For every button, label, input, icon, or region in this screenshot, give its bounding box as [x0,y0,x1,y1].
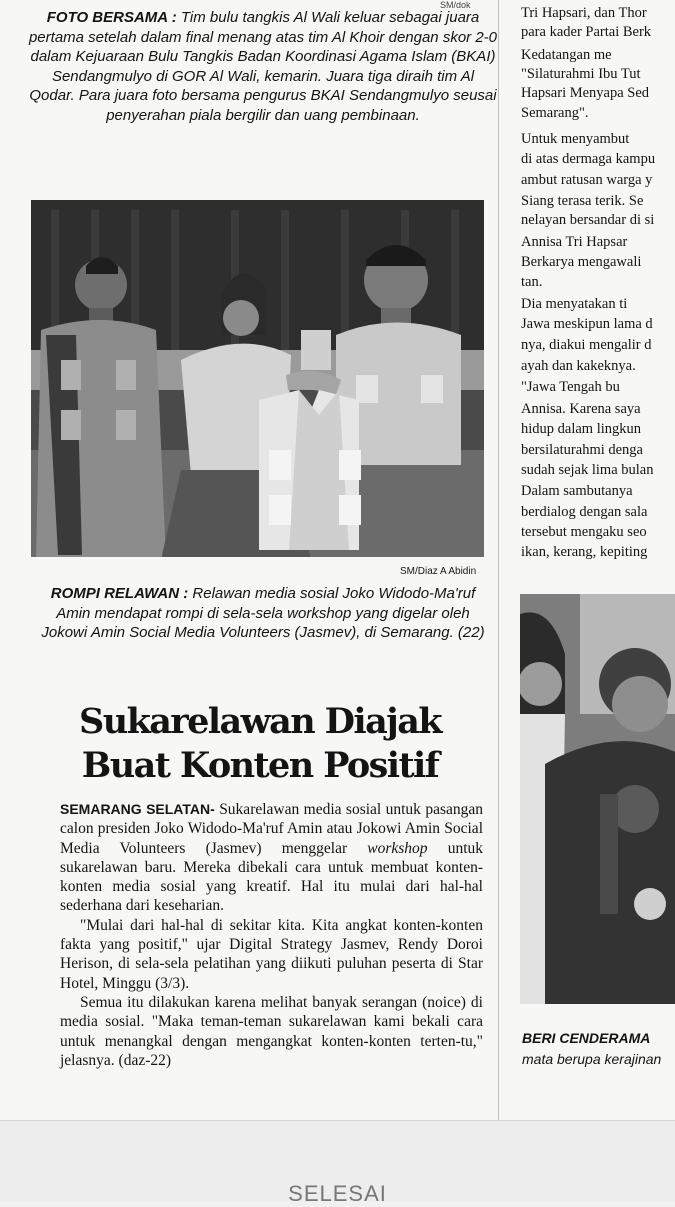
right-column-line: Siang terasa terik. Se [521,193,644,209]
caption-text: mata berupa kerajinan [522,1051,662,1067]
article-body [60,800,483,1070]
photo-credit: SM/Diaz A Abidin [400,566,477,577]
right-column-line: nelayan bersandar di si [521,212,655,228]
article-paragraph [60,800,483,916]
photo-rompi-relawan [31,200,484,557]
paragraph-text: Sukarelawan media sosial untuk pasangan calon presiden Joko Widodo-Ma'ruf Amin atau Jokowi Amin Social Media Volunteers (Jasmev) menggelar [60,801,483,857]
right-column-line: sudah sejak lima bulan [521,462,654,478]
dateline: SEMARANG SELATAN- [60,801,215,817]
bottom-bar [0,1120,675,1206]
right-column-line: nya, diakui mengalir d [521,337,652,353]
caption-lead: FOTO BERSAMA : [46,9,177,26]
right-column-line: Berkarya mengawali [521,254,642,270]
top-photo-credit: SM/dok [440,0,471,10]
emphasis-text: workshop [367,839,428,857]
selesai-button[interactable]: SELESAI [288,1181,387,1206]
right-column-line: para kader Partai Berk [521,24,652,40]
right-column-line: ayah dan kakeknya. [521,358,636,374]
article-paragraph: "Mulai dari hal-hal di sekitar kita. Kita angkat konten-konten fakta yang positif," ujar Digital Strategy Jasmev, Rendy Doroi Herison, di sela-sela pelatihan yang diikuti puluhan peserta di Star Hotel, Minggu (3/3). [60,916,483,992]
right-column-line: "Silaturahmi Ibu Tut [521,66,641,82]
right-column-line: tan. [521,274,543,290]
right-column-line: hidup dalam lingkun [521,421,642,437]
caption-text: Relawan media sosial Joko Widodo-Ma'ruf Amin mendapat rompi di sela-sela workshop yang digelar oleh Jokowi Amin Social Media Volunteers (Jasmev), di Semarang. (22) [41,585,485,642]
right-column-line: bersilaturahmi denga [521,442,643,458]
right-column-line: "Jawa Tengah bu [521,379,620,395]
caption-lead: ROMPI RELAWAN : [50,585,189,602]
caption-text: Tim bulu tangkis Al Wali keluar sebagai juara pertama setelah dalam final menang atas tim Al Khoir dengan skor 2-0 dalam Kejuaraan Bulu Tangkis Badan Koordinasi Agama Islam (BKAI) Sendangmulyo di GOR Al Wali, kemarin. Juara tiga diraih tim Al Qodar. Para juara foto bersama pengurus BKAI Sendangmulyo seusai penyerahan piala bergilir dan uang pembinaan. [28,9,498,124]
right-column-line: Semarang". [521,105,589,121]
right-column-line: Jawa meskipun lama d [521,316,653,332]
right-column-line: Hapsari Menyapa Sed [521,85,650,101]
paragraph-text: untuk sukarelawan baru. Mereka dibekali cara untuk membuat konten-konten media sosial yang kreatif. Hal itu mulai dari hal-hal sederhana dari keseharian. [60,839,483,915]
right-column-line: ikan, kerang, kepiting [521,544,648,560]
right-column-line: ambut ratusan warga y [521,172,653,188]
headline-line-2: Buat Konten Positif [81,745,439,786]
column-divider [498,0,499,1120]
right-column-line: Untuk menyambut [521,131,630,147]
right-column-line: di atas dermaga kampu [521,151,656,167]
right-column-line: Annisa. Karena saya [521,401,641,417]
right-column-line: Dalam sambutanya [521,483,633,499]
right-column-line: Tri Hapsari, dan Thor [521,5,647,21]
right-column-line: tersebut mengaku seo [521,524,647,540]
right-column-line: Annisa Tri Hapsar [521,234,628,250]
article-paragraph: Semua itu dilakukan karena melihat banyak serangan (noice) di media sosial. "Maka teman-teman sukarelawan kami bekali cara untuk menangkal dengan mengangkat konten-konten terten-tu," jelasnya. (daz-22) [60,993,483,1069]
photo-beri-cenderamata [520,594,675,1004]
right-column-line: berdialog dengan sala [521,504,648,520]
caption-foto-bersama [28,8,498,126]
caption-lead: BERI CENDERAMA [522,1030,651,1046]
article-headline [40,700,480,788]
headline-line-1: Sukarelawan Diajak [79,701,441,742]
right-column-line: Kedatangan me [521,47,612,63]
right-column-line: Dia menyatakan ti [521,296,628,312]
caption-rompi-relawan [34,584,492,643]
caption-beri-cenderamata [522,1028,675,1070]
